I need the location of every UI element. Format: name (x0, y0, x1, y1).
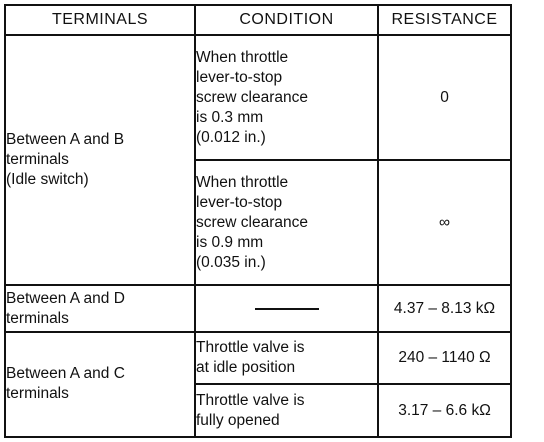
condition-cell: When throttle lever-to-stop screw clearance is 0.9 mm (0.035 in.) (195, 160, 378, 285)
resistance-header: RESISTANCE (378, 5, 511, 35)
terminals-cell: Between A and B terminals (Idle switch) (5, 35, 195, 285)
condition-cell: When throttle lever-to-stop screw clearance is 0.3 mm (0.012 in.) (195, 35, 378, 160)
condition-header: CONDITION (195, 5, 378, 35)
resistance-cell: ∞ (378, 160, 511, 285)
resistance-cell: 3.17 – 6.6 kΩ (378, 384, 511, 437)
condition-cell: Throttle valve is fully opened (195, 384, 378, 437)
terminals-header: TERMINALS (5, 5, 195, 35)
condition-cell: Throttle valve is at idle position (195, 332, 378, 385)
terminals-cell: Between A and D terminals (5, 285, 195, 331)
dash-line (255, 308, 319, 310)
header-row (5, 5, 511, 35)
table-row (5, 332, 511, 385)
specification-table (4, 4, 512, 438)
table-row (5, 35, 511, 160)
resistance-cell: 4.37 – 8.13 kΩ (378, 285, 511, 331)
table-row (5, 285, 511, 331)
resistance-cell: 240 – 1140 Ω (378, 332, 511, 385)
condition-cell (195, 285, 378, 331)
resistance-cell: 0 (378, 35, 511, 160)
terminals-cell: Between A and C terminals (5, 332, 195, 437)
